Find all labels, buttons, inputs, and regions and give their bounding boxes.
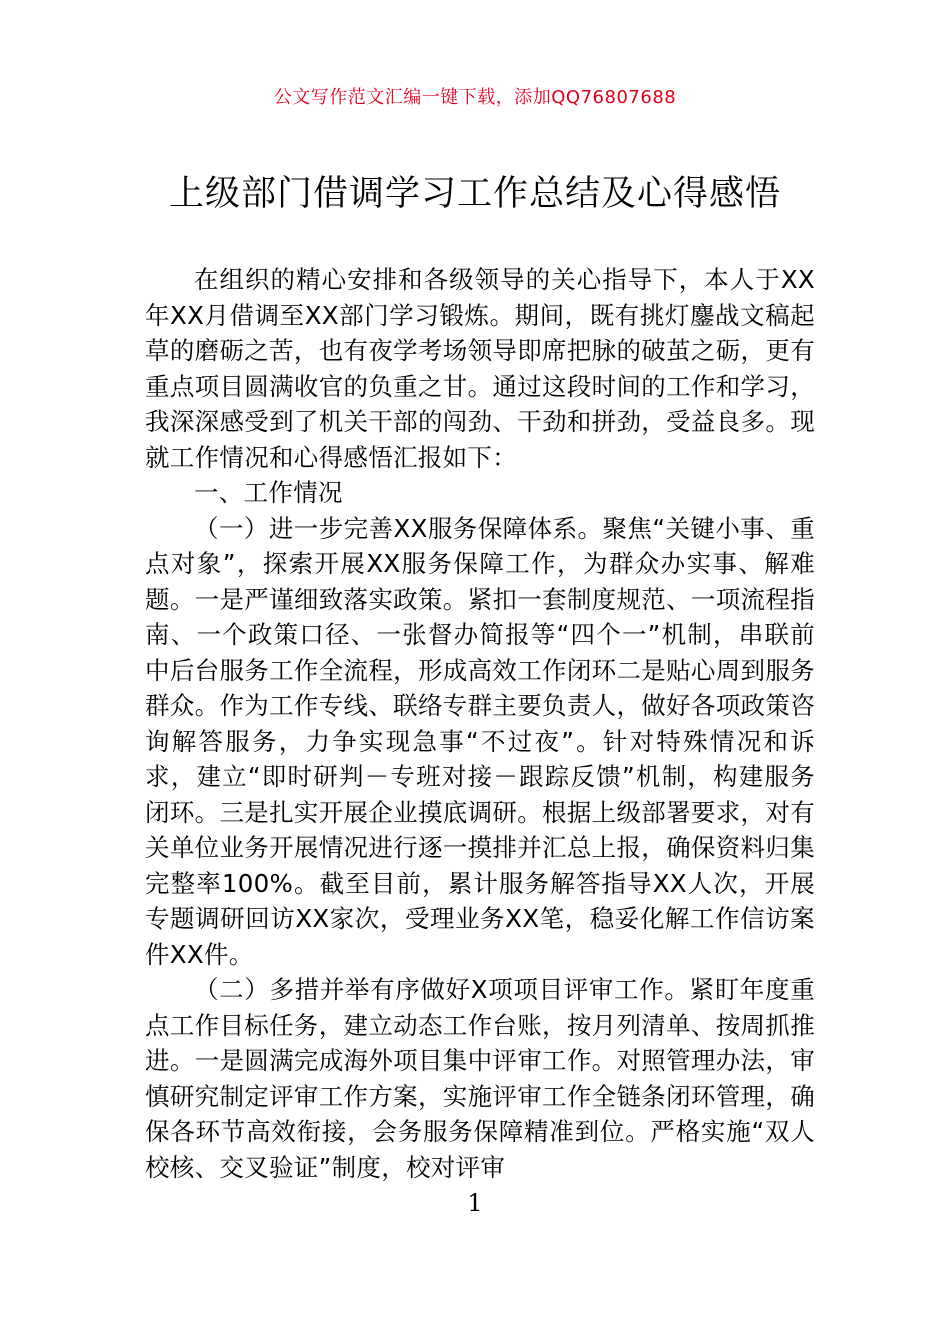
subsection-2-paragraph: （二）多措并举有序做好X项项目评审工作。紧盯年度重点工作目标任务，建立动态工作台账，按月列清单、按周抓推进。一是圆满完成海外项目集中评审工作。对照管理办法，审慎研究制定评审工作方案，实施评审工作全链条闭环管理，确保各环节高效衔接，会务服务保障精准到位。严格实施“双人校核、交叉验证”制度，校对评审: [145, 975, 815, 1182]
download-banner: 公文写作范文汇编一键下载，添加QQ76807688: [273, 87, 677, 108]
intro-paragraph: 在组织的精心安排和各级领导的关心指导下，本人于XX年XX月借调至XX部门学习锻炼。期间，既有挑灯鏖战文稿起草的磨砺之苦，也有夜学考场领导即席把脉的破茧之砺，更有重点项目圆满收官的负重之甘。通过这段时间的工作和学习，我深深感受到了机关干部的闯劲、干劲和拼劲，受益良多。现就工作情况和心得感悟汇报如下：: [145, 265, 815, 472]
subsection-1-paragraph: （一）进一步完善XX服务保障体系。聚焦“关键小事、重点对象”，探索开展XX服务保障工作，为群众办实事、解难题。一是严谨细致落实政策。紧扣一套制度规范、一项流程指南、一个政策口径、一张督办简报等“四个一”机制，串联前中后台服务工作全流程，形成高效工作闭环二是贴心周到服务群众。作为工作专线、联络专群主要负责人，做好各项政策咨询解答服务，力争实现急事“不过夜”。针对特殊情况和诉求，建立“即时研判－专班对接－跟踪反馈”机制，构建服务闭环。三是扎实开展企业摸底调研。根据上级部署要求，对有关单位业务开展情况进行逐一摸排并汇总上报，确保资料归集完整率100%。截至目前，累计服务解答指导XX人次，开展专题调研回访XX家次，受理业务XX笔，稳妥化解工作信访案件XX件。: [145, 513, 815, 969]
page-number: 1: [467, 1189, 483, 1217]
document-body: [145, 262, 815, 1185]
document-title: 上级部门借调学习工作总结及心得感悟: [168, 174, 781, 214]
section-heading-work-situation: 一、工作情况: [194, 478, 343, 507]
